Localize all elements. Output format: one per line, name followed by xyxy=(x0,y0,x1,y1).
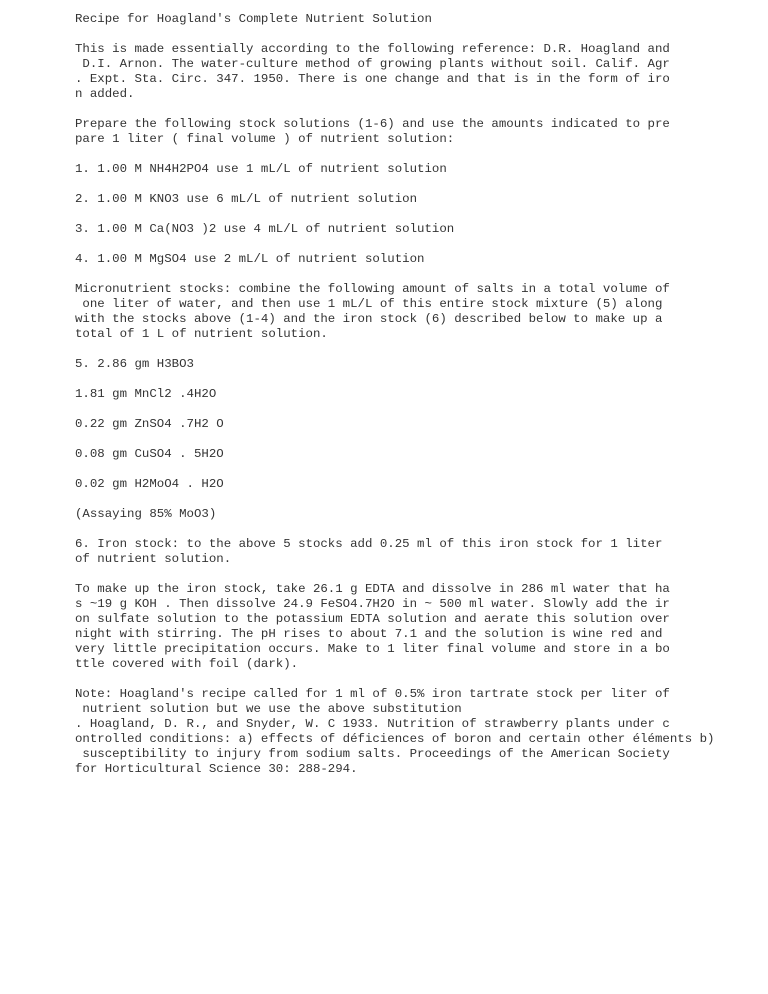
stock-item-4 xyxy=(75,252,755,267)
salt-item xyxy=(75,387,755,402)
assay-note xyxy=(75,507,755,522)
note-line: susceptibility to injury from sodium salts. Proceedings of the American Society xyxy=(75,747,670,761)
stock-item-2 xyxy=(75,192,755,207)
note-line: . Hoagland, D. R., and Snyder, W. C 1933. Nutrition of strawberry plants under c xyxy=(75,717,670,731)
note-line: Note: Hoagland's recipe called for 1 ml of 0.5% iron tartrate stock per liter of xyxy=(75,687,670,701)
prepare-line: Prepare the following stock solutions (1-6) and use the amounts indicated to pre xyxy=(75,117,670,131)
micronutrient-line: with the stocks above (1-4) and the iron stock (6) described below to make up a xyxy=(75,312,663,326)
iron-stock-line: 6. Iron stock: to the above 5 stocks add 0.25 ml of this iron stock for 1 liter xyxy=(75,537,663,551)
note-line: ontrolled conditions: a) effects of déficiences of boron and certain other éléments b) xyxy=(75,732,715,746)
note-line: for Horticultural Science 30: 288-294. xyxy=(75,762,358,776)
micronutrient-line: one liter of water, and then use 1 mL/L of this entire stock mixture (5) along xyxy=(75,297,663,311)
salt-item-text: 0.02 gm H2MoO4 . H2O xyxy=(75,477,224,491)
stock-item-3 xyxy=(75,222,755,237)
stock-item-text: 2. 1.00 M KNO3 use 6 mL/L of nutrient solution xyxy=(75,192,418,206)
iron-stock-paragraph xyxy=(75,537,755,567)
iron-method-line: very little precipitation occurs. Make to 1 liter final volume and store in a bo xyxy=(75,642,670,656)
iron-method-line: night with stirring. The pH rises to about 7.1 and the solution is wine red and xyxy=(75,627,663,641)
salt-item-text: 0.08 gm CuSO4 . 5H2O xyxy=(75,447,224,461)
iron-method-paragraph xyxy=(75,582,755,672)
intro-paragraph xyxy=(75,42,755,102)
note-line: nutrient solution but we use the above substitution xyxy=(75,702,462,716)
prepare-paragraph xyxy=(75,117,755,147)
prepare-line: pare 1 liter ( final volume ) of nutrient solution: xyxy=(75,132,455,146)
intro-line: D.I. Arnon. The water-culture method of growing plants without soil. Calif. Agr xyxy=(75,57,670,71)
salt-item-text: 0.22 gm ZnSO4 .7H2 O xyxy=(75,417,224,431)
iron-method-line: ttle covered with foil (dark). xyxy=(75,657,299,671)
iron-method-line: s ~19 g KOH . Then dissolve 24.9 FeSO4.7H2O in ~ 500 ml water. Slowly add the ir xyxy=(75,597,670,611)
stock-item-text: 3. 1.00 M Ca(NO3 )2 use 4 mL/L of nutrient solution xyxy=(75,222,455,236)
intro-line: This is made essentially according to the following reference: D.R. Hoagland and xyxy=(75,42,670,56)
salt-item xyxy=(75,357,755,372)
intro-line: n added. xyxy=(75,87,135,101)
assay-note-text: (Assaying 85% MoO3) xyxy=(75,507,217,521)
iron-method-line: on sulfate solution to the potassium EDTA solution and aerate this solution over xyxy=(75,612,670,626)
iron-stock-line: of nutrient solution. xyxy=(75,552,232,566)
iron-method-line: To make up the iron stock, take 26.1 g EDTA and dissolve in 286 ml water that ha xyxy=(75,582,670,596)
salt-item-text: 1.81 gm MnCl2 .4H2O xyxy=(75,387,217,401)
document-title-block xyxy=(75,12,755,27)
stock-item-text: 4. 1.00 M MgSO4 use 2 mL/L of nutrient solution xyxy=(75,252,425,266)
stock-item-text: 1. 1.00 M NH4H2PO4 use 1 mL/L of nutrient solution xyxy=(75,162,447,176)
salt-item-text: 5. 2.86 gm H3BO3 xyxy=(75,357,194,371)
note-paragraph xyxy=(75,687,755,777)
salt-item xyxy=(75,477,755,492)
micronutrient-line: Micronutrient stocks: combine the following amount of salts in a total volume of xyxy=(75,282,670,296)
document-title: Recipe for Hoagland's Complete Nutrient Solution xyxy=(75,12,432,26)
micronutrient-line: total of 1 L of nutrient solution. xyxy=(75,327,328,341)
document-page xyxy=(75,12,755,792)
intro-line: . Expt. Sta. Circ. 347. 1950. There is one change and that is in the form of iro xyxy=(75,72,670,86)
micronutrient-paragraph xyxy=(75,282,755,342)
salt-item xyxy=(75,447,755,462)
salt-item xyxy=(75,417,755,432)
stock-item-1 xyxy=(75,162,755,177)
